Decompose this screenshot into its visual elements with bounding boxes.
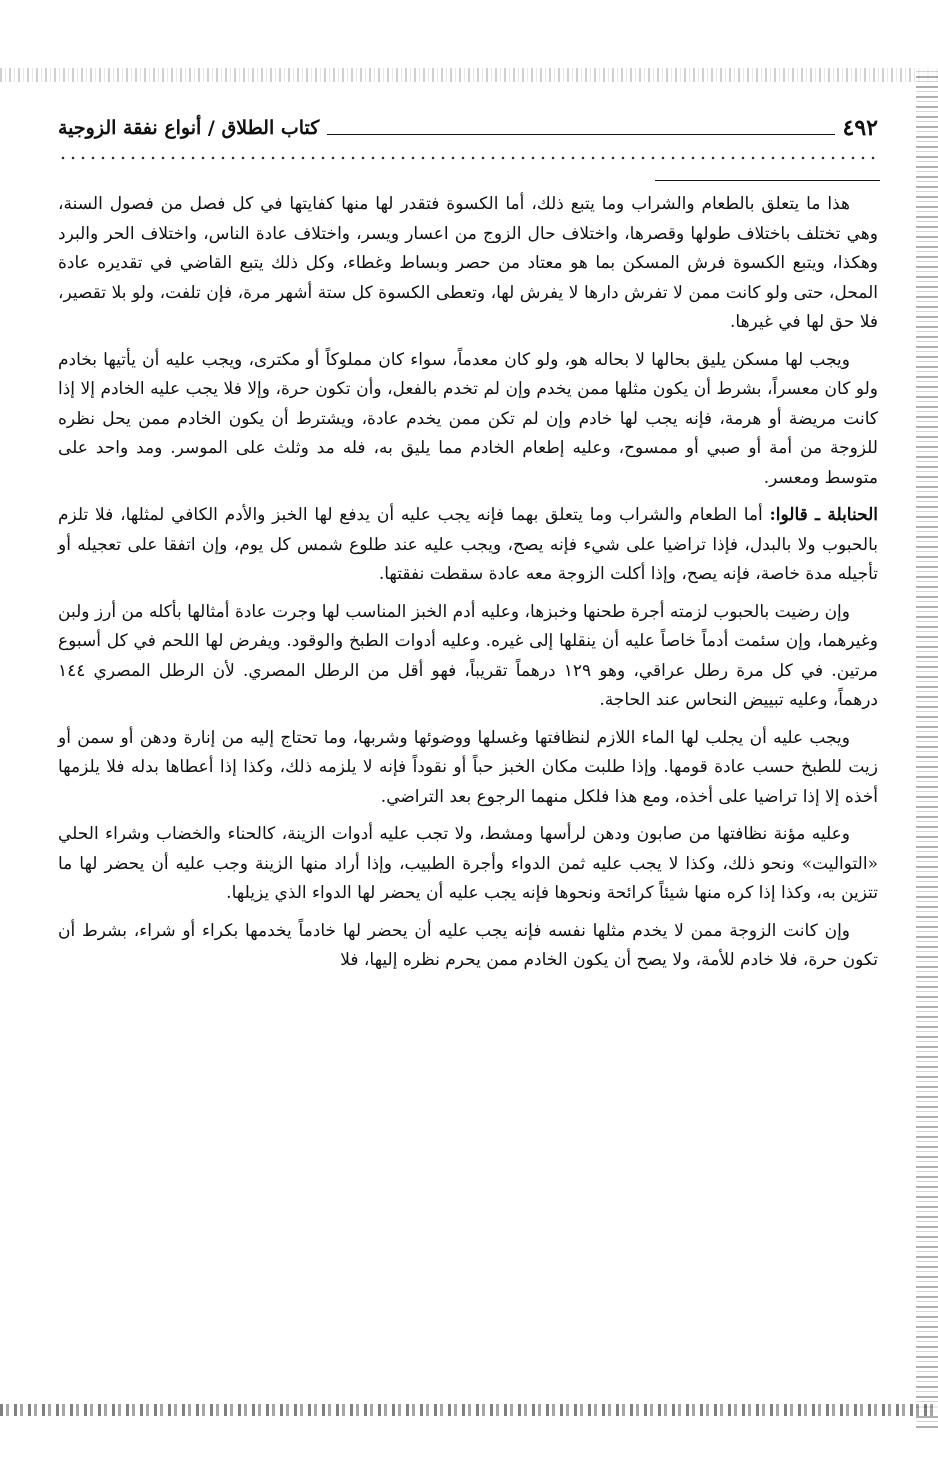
paragraph-text: ويجب عليه أن يجلب لها الماء اللازم لنظافتها وغسلها ووضوئها وشربها، وما تحتاج إليه من إنارة ودهن أو سمن أو زيت للطبخ حسب عادة قومها. وإذا طلبت مكان الخبز حباً أو نقوداً فإنه لا يلزمه ذلك، وكذا إذا أعطاها بدله فلا يلزمها أخذه إلا إذا تراضيا على أخذه، ومع هذا فلكل منهما الرجوع بعد التراضي. — [58, 727, 878, 807]
paragraph-text: ويجب لها مسكن يليق بحالها لا بحاله هو، ولو كان معدماً، سواء كان مملوكاً أو مكترى، ويجب عليه أن يأتيها بخادم ولو كان معسراً، بشرط أن يكون مثلها ممن يخدم وإن لم تخدم بالفعل، وأن تكون حرة، وإلا فلا يجب عليه الخادم إلا إذا كانت مريضة أو هرمة، فإنه يجب لها خادم وإن لم تكن ممن يخدم عادة، ويشترط أن يكون الخادم ممن يحل نظره للزوجة من أمة أو صبي أو ممسوح، وعليه إطعام الخادم مما يليق به، فله مد وثلث على الموسر. ومد واحد على متوسط ومعسر. — [58, 349, 878, 488]
paragraph-text: هذا ما يتعلق بالطعام والشراب وما يتبع ذلك، أما الكسوة فتقدر لها منها كفايتها في كل فصل من فصول السنة، وهي تختلف باختلاف طولها وقصرها، واختلاف حال الزوج من اعسار ويسر، واختلاف عادة الناس، واختلاف الحر والبرد وهكذا، ويتبع الكسوة فرش المسكن بما هو معتاد من حصر وبساط وغطاء، وكل ذلك يتبع القاضي في تقديره عادة المحل، حتى ولو كانت ممن لا تفرش دارها لا يفرش لها، وتعطى الكسوة كل ستة أشهر مرة، فإن تلفت، ولو بلا تقصير، فلا حق لها في غيرها. — [58, 194, 878, 332]
paragraph — [58, 724, 878, 813]
header-title: كتاب الطلاق / أنواع نفقة الزوجية — [58, 117, 320, 139]
paragraph — [58, 820, 878, 909]
paragraph — [58, 346, 878, 494]
paragraph — [58, 501, 878, 590]
dotted-separator — [58, 156, 878, 160]
header-rule — [327, 122, 834, 135]
footnote-rule — [655, 180, 880, 181]
page-number: ٤٩٢ — [842, 115, 878, 141]
school-heading: الحنابلة ـ قالوا: — [769, 505, 878, 525]
page-top-ornament — [0, 68, 938, 82]
body-text — [58, 190, 878, 984]
page-bottom-ornament — [0, 1404, 938, 1416]
paragraph-text: وعليه مؤنة نظافتها من صابون ودهن لرأسها ومشط، ولا تجب عليه أدوات الزينة، كالحناء والخضاب وشراء الحلي «التواليت» ونحو ذلك، وكذا لا يجب عليه ثمن الدواء وأجرة الطبيب، وإذا أراد منها الزينة وجب عليه أن يحضر لها ما تتزين به، وكذا إذا كره منها شيئاً كرائحة ونحوها فإنه يجب عليه أن يحضر لها الدواء الذي يزيلها. — [58, 824, 878, 903]
paragraph — [58, 917, 878, 976]
running-header — [58, 112, 878, 144]
page-right-ornament — [916, 68, 938, 1428]
paragraph-text: وإن رضيت بالحبوب لزمته أجرة طحنها وخبزها، وعليه أدم الخبز المناسب لها وجرت عادة أمثالها بأكله من أرز ولبن وغيرهما، وإن سئمت أدماً خاصاً عليه أن ينقلها إلى غيره. وعليه أدوات الطبخ والوقود. ويفرض لها اللحم في كل أسبوع مرتين. في كل مرة رطل عراقي، وهو ١٢٩ درهماً تقريباً، فهو أقل من الرطل المصري. لأن الرطل المصري ١٤٤ درهماً، وعليه تبييض النحاس عند الحاجة. — [58, 601, 878, 710]
paragraph — [58, 598, 878, 716]
paragraph-text: أما الطعام والشراب وما يتعلق بهما فإنه يجب عليه أن يدفع لها الخبز والأدم الكافي لمثلها، فلا تلزم بالحبوب ولا بالبدل، فإذا تراضيا على شيء فإنه يصح، ويجب عليه عند طلوع شمس كل يوم، وإن اتفقا على تعجيله أو تأجيله مدة خاصة، فإنه يصح، وإذا أكلت الزوجة معه عادة سقطت نفقتها. — [58, 505, 878, 584]
paragraph-text: وإن كانت الزوجة ممن لا يخدم مثلها نفسه فإنه يجب عليه أن يحضر لها خادماً يخدمها بكراء أو شراء، بشرط أن تكون حرة، فلا خادم للأمة، ولا يصح أن يكون الخادم ممن يحرم نظره إليها، فلا — [58, 920, 878, 970]
paragraph — [58, 190, 878, 338]
